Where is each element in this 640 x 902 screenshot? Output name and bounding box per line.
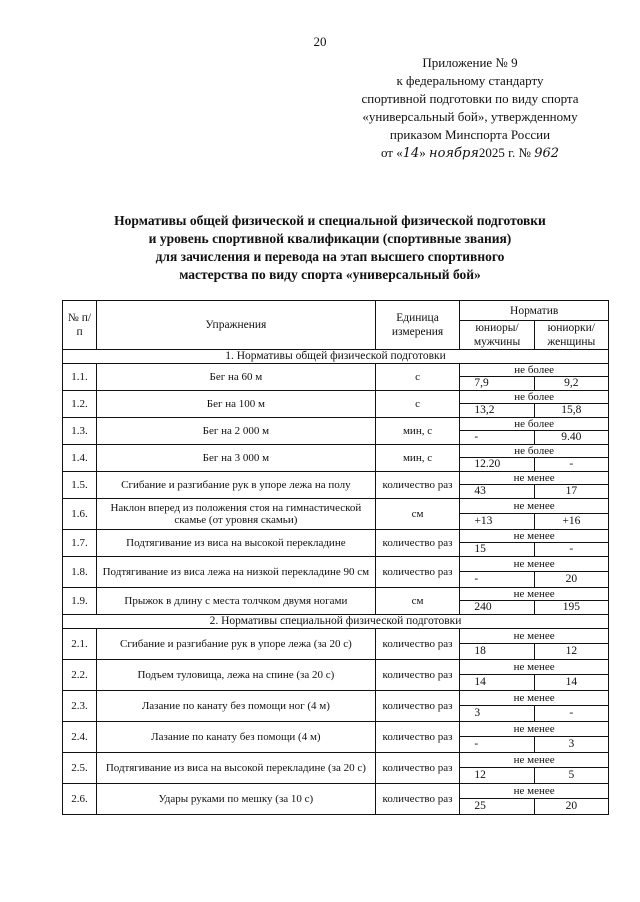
norm-condition: не менее xyxy=(460,722,609,737)
unit-cell: количество раз xyxy=(375,472,460,499)
value-male: 7,9 xyxy=(460,377,534,391)
appendix-line-5: приказом Минспорта России xyxy=(389,127,551,142)
value-female: 20 xyxy=(534,798,608,814)
row-number: 1.2. xyxy=(63,391,97,418)
exercise-name: Сгибание и разгибание рук в упоре лежа (за 20 с) xyxy=(97,629,376,660)
row-number: 1.8. xyxy=(63,557,97,588)
value-female: 20 xyxy=(534,571,608,587)
appendix-line-2: к федеральному стандарту xyxy=(396,73,544,88)
unit-cell: количество раз xyxy=(375,691,460,722)
norm-condition: не менее xyxy=(460,472,609,485)
table-row xyxy=(63,391,609,404)
exercise-name: Подтягивание из виса лежа на низкой перекладине 90 см xyxy=(97,557,376,588)
value-female: 14 xyxy=(534,674,608,690)
unit-cell: количество раз xyxy=(375,530,460,557)
exercise-name: Удары руками по мешку (за 10 с) xyxy=(97,784,376,815)
table-row xyxy=(63,722,609,737)
row-number: 1.4. xyxy=(63,445,97,472)
order-year: 2025 г. № xyxy=(478,145,531,160)
value-male: 12 xyxy=(460,767,534,783)
section-header xyxy=(63,615,609,629)
header-unit: Единица измерения xyxy=(375,301,460,350)
value-female: +16 xyxy=(534,513,608,529)
appendix-header xyxy=(330,54,610,163)
value-female: - xyxy=(534,543,608,557)
row-number: 1.6. xyxy=(63,499,97,530)
table-row xyxy=(63,753,609,768)
row-number: 2.1. xyxy=(63,629,97,660)
exercise-name: Прыжок в длину с места толчком двумя ногами xyxy=(97,588,376,615)
value-male: 240 xyxy=(460,601,534,615)
order-month-handwritten: ноября xyxy=(429,146,479,161)
norm-condition: не менее xyxy=(460,499,609,514)
row-number: 1.5. xyxy=(63,472,97,499)
value-male: 14 xyxy=(460,674,534,690)
value-female: 5 xyxy=(534,767,608,783)
unit-cell: с xyxy=(375,391,460,418)
value-male: 25 xyxy=(460,798,534,814)
appendix-line-4: «универсальный бой», утвержденному xyxy=(362,109,578,124)
unit-cell: количество раз xyxy=(375,629,460,660)
norm-condition: не более xyxy=(460,445,609,458)
norm-condition: не более xyxy=(460,364,609,377)
order-number-handwritten: 962 xyxy=(534,146,560,161)
value-male: 3 xyxy=(460,705,534,721)
unit-cell: количество раз xyxy=(375,557,460,588)
value-male: - xyxy=(460,736,534,752)
table-row xyxy=(63,557,609,572)
header-male: юниоры/ мужчины xyxy=(460,321,534,350)
header-exercise: Упражнения xyxy=(97,301,376,350)
title-line-4: мастерства по виду спорта «универсальный бой» xyxy=(179,267,481,282)
row-number: 2.4. xyxy=(63,722,97,753)
table-row xyxy=(63,660,609,675)
section-title: 2. Нормативы специальной физической подготовки xyxy=(63,615,609,629)
norm-condition: не менее xyxy=(460,691,609,706)
unit-cell: с xyxy=(375,364,460,391)
value-female: 15,8 xyxy=(534,404,608,418)
norm-condition: не менее xyxy=(460,588,609,601)
row-number: 1.1. xyxy=(63,364,97,391)
table-row xyxy=(63,691,609,706)
row-number: 2.6. xyxy=(63,784,97,815)
table-row xyxy=(63,629,609,644)
row-number: 1.9. xyxy=(63,588,97,615)
value-male: 43 xyxy=(460,485,534,499)
row-number: 1.7. xyxy=(63,530,97,557)
unit-cell: мин, с xyxy=(375,445,460,472)
norm-condition: не менее xyxy=(460,784,609,799)
exercise-name: Лазание по канату без помощи (4 м) xyxy=(97,722,376,753)
value-female: 12 xyxy=(534,643,608,659)
row-number: 2.2. xyxy=(63,660,97,691)
row-number: 1.3. xyxy=(63,418,97,445)
title-line-1: Нормативы общей физической и специальной физической подготовки xyxy=(114,213,546,228)
page-number: 20 xyxy=(313,34,327,49)
title-line-2: и уровень спортивной квалификации (спортивные звания) xyxy=(148,231,512,246)
header-num: № п/п xyxy=(63,301,97,350)
exercise-name: Бег на 60 м xyxy=(97,364,376,391)
value-male: - xyxy=(460,571,534,587)
value-male: - xyxy=(460,431,534,445)
table-row xyxy=(63,784,609,799)
exercise-name: Бег на 100 м xyxy=(97,391,376,418)
exercise-name: Подъем туловища, лежа на спине (за 20 с) xyxy=(97,660,376,691)
value-male: 18 xyxy=(460,643,534,659)
table-row xyxy=(63,418,609,431)
norm-condition: не менее xyxy=(460,629,609,644)
header-female: юниорки/ женщины xyxy=(534,321,608,350)
value-female: 9.40 xyxy=(534,431,608,445)
unit-cell: количество раз xyxy=(375,784,460,815)
exercise-name: Подтягивание из виса на высокой перекладине (за 20 с) xyxy=(97,753,376,784)
exercise-name: Сгибание и разгибание рук в упоре лежа на полу xyxy=(97,472,376,499)
table-row xyxy=(63,445,609,458)
table-row xyxy=(63,530,609,543)
table-row xyxy=(63,472,609,485)
table-row xyxy=(63,364,609,377)
value-male: 12.20 xyxy=(460,458,534,472)
unit-cell: см xyxy=(375,588,460,615)
unit-cell: мин, с xyxy=(375,418,460,445)
norms-table xyxy=(62,300,609,815)
unit-cell: количество раз xyxy=(375,753,460,784)
value-female: 9,2 xyxy=(534,377,608,391)
norm-condition: не более xyxy=(460,391,609,404)
order-mid: » xyxy=(419,145,426,160)
row-number: 2.3. xyxy=(63,691,97,722)
document-title xyxy=(40,212,620,284)
exercise-name: Бег на 3 000 м xyxy=(97,445,376,472)
value-female: 3 xyxy=(534,736,608,752)
section-header xyxy=(63,350,609,364)
exercise-name: Наклон вперед из положения стоя на гимнастической скамье (от уровня скамьи) xyxy=(97,499,376,530)
unit-cell: количество раз xyxy=(375,722,460,753)
norm-condition: не более xyxy=(460,418,609,431)
value-female: - xyxy=(534,458,608,472)
exercise-name: Лазание по канату без помощи ног (4 м) xyxy=(97,691,376,722)
header-norm: Норматив xyxy=(460,301,609,321)
appendix-line-1: Приложение № 9 xyxy=(422,55,518,70)
value-male: +13 xyxy=(460,513,534,529)
title-line-3: для зачисления и перевода на этап высшего спортивного xyxy=(155,249,505,264)
unit-cell: количество раз xyxy=(375,660,460,691)
unit-cell: см xyxy=(375,499,460,530)
order-prefix: от « xyxy=(380,145,403,160)
table-row xyxy=(63,499,609,514)
exercise-name: Подтягивание из виса на высокой перекладине xyxy=(97,530,376,557)
row-number: 2.5. xyxy=(63,753,97,784)
section-title: 1. Нормативы общей физической подготовки xyxy=(63,350,609,364)
value-male: 13,2 xyxy=(460,404,534,418)
exercise-name: Бег на 2 000 м xyxy=(97,418,376,445)
value-male: 15 xyxy=(460,543,534,557)
norm-condition: не менее xyxy=(460,753,609,768)
value-female: 195 xyxy=(534,601,608,615)
norm-condition: не менее xyxy=(460,557,609,572)
order-date-line xyxy=(330,144,610,163)
value-female: - xyxy=(534,705,608,721)
order-day-handwritten: 14 xyxy=(402,146,420,161)
norm-condition: не менее xyxy=(460,530,609,543)
table-row xyxy=(63,588,609,601)
value-female: 17 xyxy=(534,485,608,499)
appendix-line-3: спортивной подготовки по виду спорта xyxy=(361,91,579,106)
norm-condition: не менее xyxy=(460,660,609,675)
